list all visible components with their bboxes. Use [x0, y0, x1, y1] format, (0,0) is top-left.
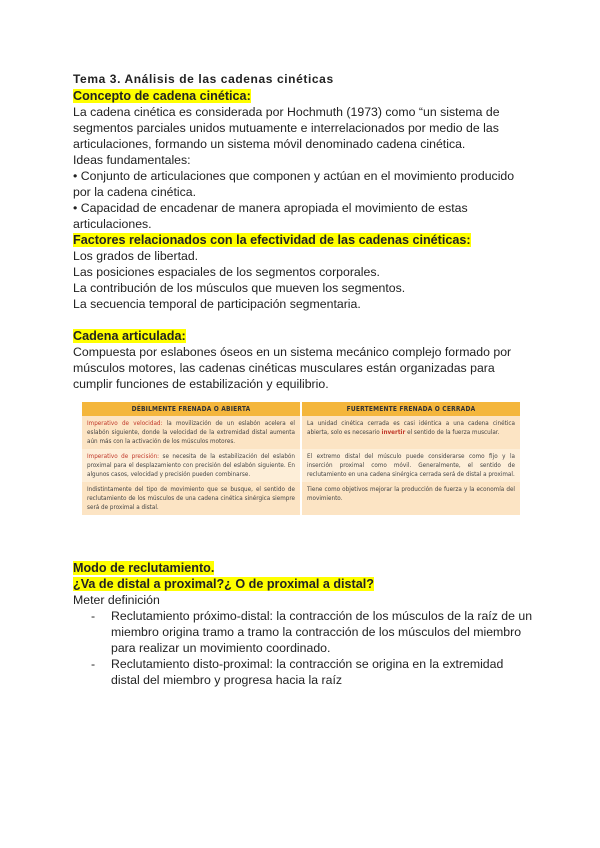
highlight: Concepto de cadena cinética: — [73, 89, 251, 103]
table-cell: Tiene como objetivos mejorar la producción de fuerza y la economía del movimiento. — [301, 482, 520, 515]
ideas-list — [73, 168, 533, 232]
section-heading-cadena-articulada — [73, 328, 533, 344]
list-item-text: Reclutamiento próximo-distal: la contracción de los músculos de la raíz de un miembro origina tramo a tramo la contracción de los músculos del miembro para realizar un movimiento coordinado. — [111, 609, 533, 655]
factor-line: Las posiciones espaciales de los segmentos corporales. — [73, 265, 380, 279]
term-precision: Imperativo de precisión: — [87, 453, 160, 460]
cell-text: el sentido de la fuerza muscular. — [405, 429, 500, 436]
highlight: Modo de reclutamiento. — [73, 561, 215, 575]
section-heading-pregunta — [73, 576, 533, 592]
document-page — [73, 72, 533, 392]
table-cell — [82, 416, 301, 449]
cell-text: La unidad cinética cerrada es casi idéntica a una cadena cinética abierta, solo es necesario — [307, 420, 515, 436]
list-item-text: Reclutamiento disto-proximal: la contracción se origina en la extremidad distal del miembro y progresa hacia la raíz — [111, 657, 504, 687]
factor-line: Los grados de libertad. — [73, 249, 199, 263]
table-header-row — [82, 402, 520, 416]
cadenas-table — [82, 402, 520, 515]
definition-note: Meter definición — [73, 593, 160, 607]
highlight: ¿Va de distal a proximal?¿ O de proximal a distal? — [73, 577, 374, 591]
table-header-closed: FUERTEMENTE FRENADA O CERRADA — [301, 402, 520, 416]
table-header-open: DÉBILMENTE FRENADA O ABIERTA — [82, 402, 301, 416]
highlight: Cadena articulada: — [73, 329, 186, 343]
list-item — [91, 608, 533, 656]
section-heading-factores — [73, 232, 533, 248]
document-page-lower — [73, 560, 533, 688]
document-title: Tema 3. Análisis de las cadenas cinéticas — [73, 72, 334, 86]
concepto-paragraph: La cadena cinética es considerada por Hochmuth (1973) como “un sistema de segmentos parciales unidos mutuamente e interrelacionados por medio de las articulaciones, formando un sistema móvil denominado cadena cinética. — [73, 105, 500, 151]
section-heading-concepto — [73, 88, 533, 104]
term-invertir: invertir — [381, 429, 406, 436]
table-row — [82, 449, 520, 482]
list-item: • Capacidad de encadenar de manera apropiada el movimiento de estas articulaciones. — [73, 201, 468, 231]
table-cell — [301, 416, 520, 449]
cadena-articulada-paragraph: Compuesta por eslabones óseos en un sistema mecánico complejo formado por músculos motores, las cadenas cinéticas musculares están organizadas para cumplir funciones de estabilización y equilibrio. — [73, 345, 512, 391]
ideas-label: Ideas fundamentales: — [73, 153, 191, 167]
cell-text: se necesita de la estabilización del eslabón proximal para el desplazamiento con precisión del eslabón siguiente. En algunos casos, velocidad y precisión pueden combinarse. — [87, 453, 295, 478]
table-cell: Indistintamente del tipo de movimiento que se busque, el sentido de reclutamiento de los músculos de una cadena cinética sinérgica siempre será de proximal a distal. — [82, 482, 301, 515]
section-heading-modo — [73, 560, 533, 576]
factor-line: La contribución de los músculos que mueven los segmentos. — [73, 281, 406, 295]
list-item — [91, 656, 533, 688]
dash-marker: - — [91, 657, 96, 671]
dash-marker: - — [91, 609, 96, 623]
table-cell: El extremo distal del músculo puede considerarse como fijo y la inserción proximal como móvil. Generalmente, el sentido de reclutamiento en una cadena sinérgica cerrada será de distal a proximal. — [301, 449, 520, 482]
cell-text: la movilización de un eslabón acelera el eslabón siguiente, donde la velocidad de la extremidad distal aumenta aún más con la activación de los músculos motores. — [87, 420, 296, 445]
table-cell — [82, 449, 301, 482]
list-item: • Conjunto de articulaciones que componen y actúan en el movimiento producido por la cadena cinética. — [73, 169, 515, 199]
reclutamiento-list — [73, 608, 533, 688]
term-velocidad: Imperativo de velocidad: — [87, 420, 163, 427]
highlight: Factores relacionados con la efectividad de las cadenas cinéticas: — [73, 233, 471, 247]
table-row — [82, 416, 520, 449]
table-row — [82, 482, 520, 515]
factor-line: La secuencia temporal de participación segmentaria. — [73, 297, 361, 311]
